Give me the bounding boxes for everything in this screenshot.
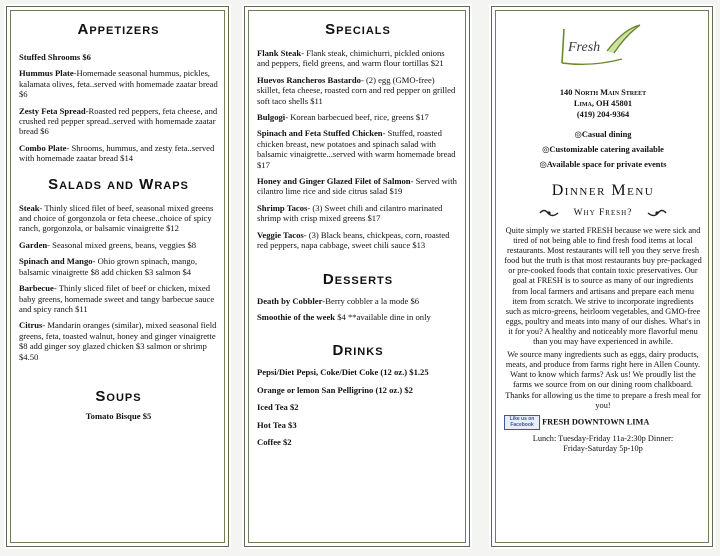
specials-heading: Specials bbox=[325, 21, 391, 38]
feature-item: ◎Customizable catering available bbox=[542, 145, 664, 154]
menu-item-desc: - Thinly sliced filet of beef, seasonal mixed greens and choice of gorgonzola or feta cheese..choice of spicy ranch, gorgonzola, or balsamic vinaigrette $12 bbox=[19, 202, 214, 234]
menu-item bbox=[257, 48, 459, 69]
fresh-logo bbox=[552, 21, 642, 71]
panel-right bbox=[491, 6, 713, 547]
menu-item-desc: - (3) Sweet chili and cilantro marinated shrimp with crisp mixed greens $17 bbox=[257, 202, 443, 224]
drink-item: Hot Tea $3 bbox=[257, 419, 297, 430]
appetizers-heading: Appetizers bbox=[77, 21, 160, 38]
menu-item-name: Smoothie of the week bbox=[257, 311, 336, 322]
menu-item bbox=[257, 296, 459, 306]
soup-item: Tomato Bisque $5 bbox=[85, 410, 152, 421]
menu-item-desc: -Roasted red peppers, feta cheese, and crushed red pepper spread..served with homemade zaatar bread $6 bbox=[19, 105, 218, 137]
appetizers-list bbox=[19, 52, 218, 164]
hours-line-2: Friday-Saturday 5p-10p bbox=[563, 443, 643, 453]
drinks-heading: Drinks bbox=[332, 342, 384, 360]
menu-item-name: Stuffed Shrooms $6 bbox=[19, 52, 91, 62]
panel-middle bbox=[244, 6, 470, 547]
menu-item-name: Bulgogi bbox=[257, 112, 286, 123]
menu-item bbox=[257, 128, 459, 170]
menu-item bbox=[257, 230, 459, 251]
menu-item-name: Huevos Rancheros Bastardo bbox=[257, 74, 361, 85]
address-city: Lima, OH 45801 bbox=[573, 99, 633, 108]
salads-heading: Salads and Wraps bbox=[48, 175, 189, 193]
story-paragraph-1: Quite simply we started FRESH because we were sick and tired of not being able to find fresh food items at local restaurants. Most restaurants will tell you they serve fresh food but the truth is that most restaurants buy pre-packaged or pre-cooked foods that contain toxic preservatives. Our goal at FRESH is to source as many of our ingredients from local farmers and artisans and prepare each menu item from scratch. We strive to incorporate ingredients such as micro-greens, heirloom vegetables, and GMO-free eggs, poultry and meats into many of our dishes. What's in it for you? A healthy and noticeably more flavorful menu than you may have experienced in awhile. bbox=[504, 226, 702, 347]
menu-item-name: Veggie Tacos bbox=[257, 229, 304, 240]
menu-item-name: Garden bbox=[19, 239, 48, 250]
menu-item-name: Citrus bbox=[19, 320, 43, 331]
logo-text: Fresh bbox=[568, 40, 601, 55]
menu-item-desc: - (2) egg (GMO-free) skillet, feta cheese, roasted corn and red pepper on grilled soft taco shells $11 bbox=[257, 74, 456, 106]
menu-item-name: Honey and Ginger Glazed Filet of Salmon bbox=[257, 176, 411, 187]
address-street: 140 North Main Street bbox=[559, 88, 647, 97]
menu-item-name: Spinach and Mango bbox=[19, 256, 93, 267]
panel-left bbox=[6, 6, 229, 547]
menu-item bbox=[19, 256, 218, 277]
menu-item-name: Zesty Feta Spread bbox=[19, 105, 86, 116]
menu-item bbox=[19, 240, 218, 250]
menu-item bbox=[19, 320, 218, 362]
menu-item bbox=[19, 283, 218, 314]
salads-list bbox=[19, 203, 218, 362]
why-fresh-label: Why Fresh? bbox=[573, 208, 633, 218]
menu-item-name: Hummus Plate bbox=[19, 68, 74, 79]
menu-item-desc: - Seasonal mixed greens, beans, veggies $8 bbox=[47, 239, 197, 250]
menu-item-desc: - Ohio grown spinach, mango, balsamic vinaigrette $8 add chicken $3 salmon $4 bbox=[19, 256, 198, 277]
address-phone: (419) 204-9364 bbox=[576, 110, 630, 119]
facebook-badge[interactable]: Like us on Facebook bbox=[504, 415, 540, 430]
menu-item bbox=[19, 52, 218, 62]
soups-heading: Soups bbox=[95, 387, 142, 405]
menu-title: Dinner Menu bbox=[551, 182, 655, 199]
drinks-list bbox=[257, 367, 459, 447]
menu-item bbox=[19, 106, 218, 137]
menu-item-desc: - Stuffed, roasted chicken breast, new potatoes and spinach salad with balsamic vinaigrette...served with warm homemade bread $17 bbox=[257, 128, 456, 170]
menu-item-name: Steak bbox=[19, 202, 40, 213]
menu-item bbox=[19, 143, 218, 164]
address-block bbox=[504, 87, 702, 120]
desserts-list bbox=[257, 296, 459, 323]
ornament-left-icon bbox=[538, 208, 560, 218]
features-list bbox=[504, 129, 702, 170]
panel-right-content bbox=[504, 87, 702, 538]
menu-item-desc: - Mandarin oranges (similar), mixed seasonal field greens, feta, toasted walnut, honey and ginger vinaigrette $8 add ginger soy glazed chicken $3 salmon or shrimp $4.50 bbox=[19, 320, 217, 362]
menu-item bbox=[19, 203, 218, 234]
drink-item: Pepsi/Diet Pepsi, Coke/Diet Coke (12 oz.) $1.25 bbox=[257, 367, 429, 378]
facebook-row bbox=[504, 415, 702, 430]
menu-item bbox=[19, 68, 218, 99]
menu-item bbox=[257, 112, 459, 122]
menu-item-name: Combo Plate bbox=[19, 142, 67, 153]
menu-item-name: Spinach and Feta Stuffed Chicken bbox=[257, 128, 383, 139]
menu-item-desc: - Flank steak, chimichurri, pickled onions and peppers, field greens, and warm flour tortillas $21 bbox=[257, 48, 445, 69]
menu-item-name: Death by Cobbler bbox=[257, 295, 323, 306]
menu-item-desc: - (3) Black beans, chickpeas, corn, roasted red peppers, napa cabbage, sweet chili sauce $13 bbox=[257, 229, 450, 251]
menu-item-desc: -Berry cobbler a la mode $6 bbox=[322, 295, 420, 306]
drink-item: Orange or lemon San Pelligrino (12 oz.) $2 bbox=[257, 384, 413, 395]
desserts-heading: Desserts bbox=[322, 270, 394, 288]
feature-item: ◎Casual dining bbox=[574, 130, 632, 139]
drink-item: Iced Tea $2 bbox=[257, 402, 299, 413]
menu-item bbox=[257, 203, 459, 224]
ornament-right-icon bbox=[646, 208, 668, 218]
menu-item-desc: - Shrooms, hummus, and zesty feta..served with homemade zaatar bread $14 bbox=[19, 142, 215, 164]
why-fresh-divider bbox=[504, 208, 702, 218]
hours-block bbox=[504, 434, 702, 454]
menu-item-name: Shrimp Tacos bbox=[257, 202, 308, 213]
hours-line-1: Lunch: Tuesday-Friday 11a-2:30p Dinner: bbox=[532, 433, 674, 443]
panel-middle-content bbox=[257, 19, 459, 538]
menu-item bbox=[257, 75, 459, 106]
panel-left-content bbox=[19, 19, 218, 538]
specials-list bbox=[257, 48, 459, 251]
menu-item-desc: - Korean barbecued beef, rice, greens $17 bbox=[285, 112, 429, 123]
menu-item-desc: -Homemade seasonal hummus, pickles, kalamata olives, feta..served with homemade zaatar bread $6 bbox=[19, 68, 218, 100]
menu-item bbox=[257, 312, 459, 322]
facebook-label: FRESH DOWNTOWN LIMA bbox=[542, 417, 650, 427]
feature-item: ◎Available space for private events bbox=[539, 160, 667, 169]
menu-item-desc: - Served with cilantro lime rice and side citrus salad $19 bbox=[257, 176, 457, 197]
menu-item-desc: - Thinly sliced filet of beef or chicken, mixed baby greens, homemade sweet and tangy barbecue sauce and spicy ranch $11 bbox=[19, 283, 215, 314]
menu-item-name: Barbecue bbox=[19, 283, 54, 294]
drink-item: Coffee $2 bbox=[257, 436, 292, 447]
menu-item-desc: $4 **available dine in only bbox=[335, 311, 431, 322]
story-paragraph-2: We source many ingredients such as eggs, dairy products, meats, and produce from farms right here in Allen County. Want to know which farms? Ask us! We proudly list the farms we source from on our dining room chalkboard. Thanks for allowing us the time to prepare a fresh meal for you! bbox=[505, 350, 701, 410]
menu-item bbox=[257, 176, 459, 197]
menu-item-name: Flank Steak bbox=[257, 48, 302, 58]
